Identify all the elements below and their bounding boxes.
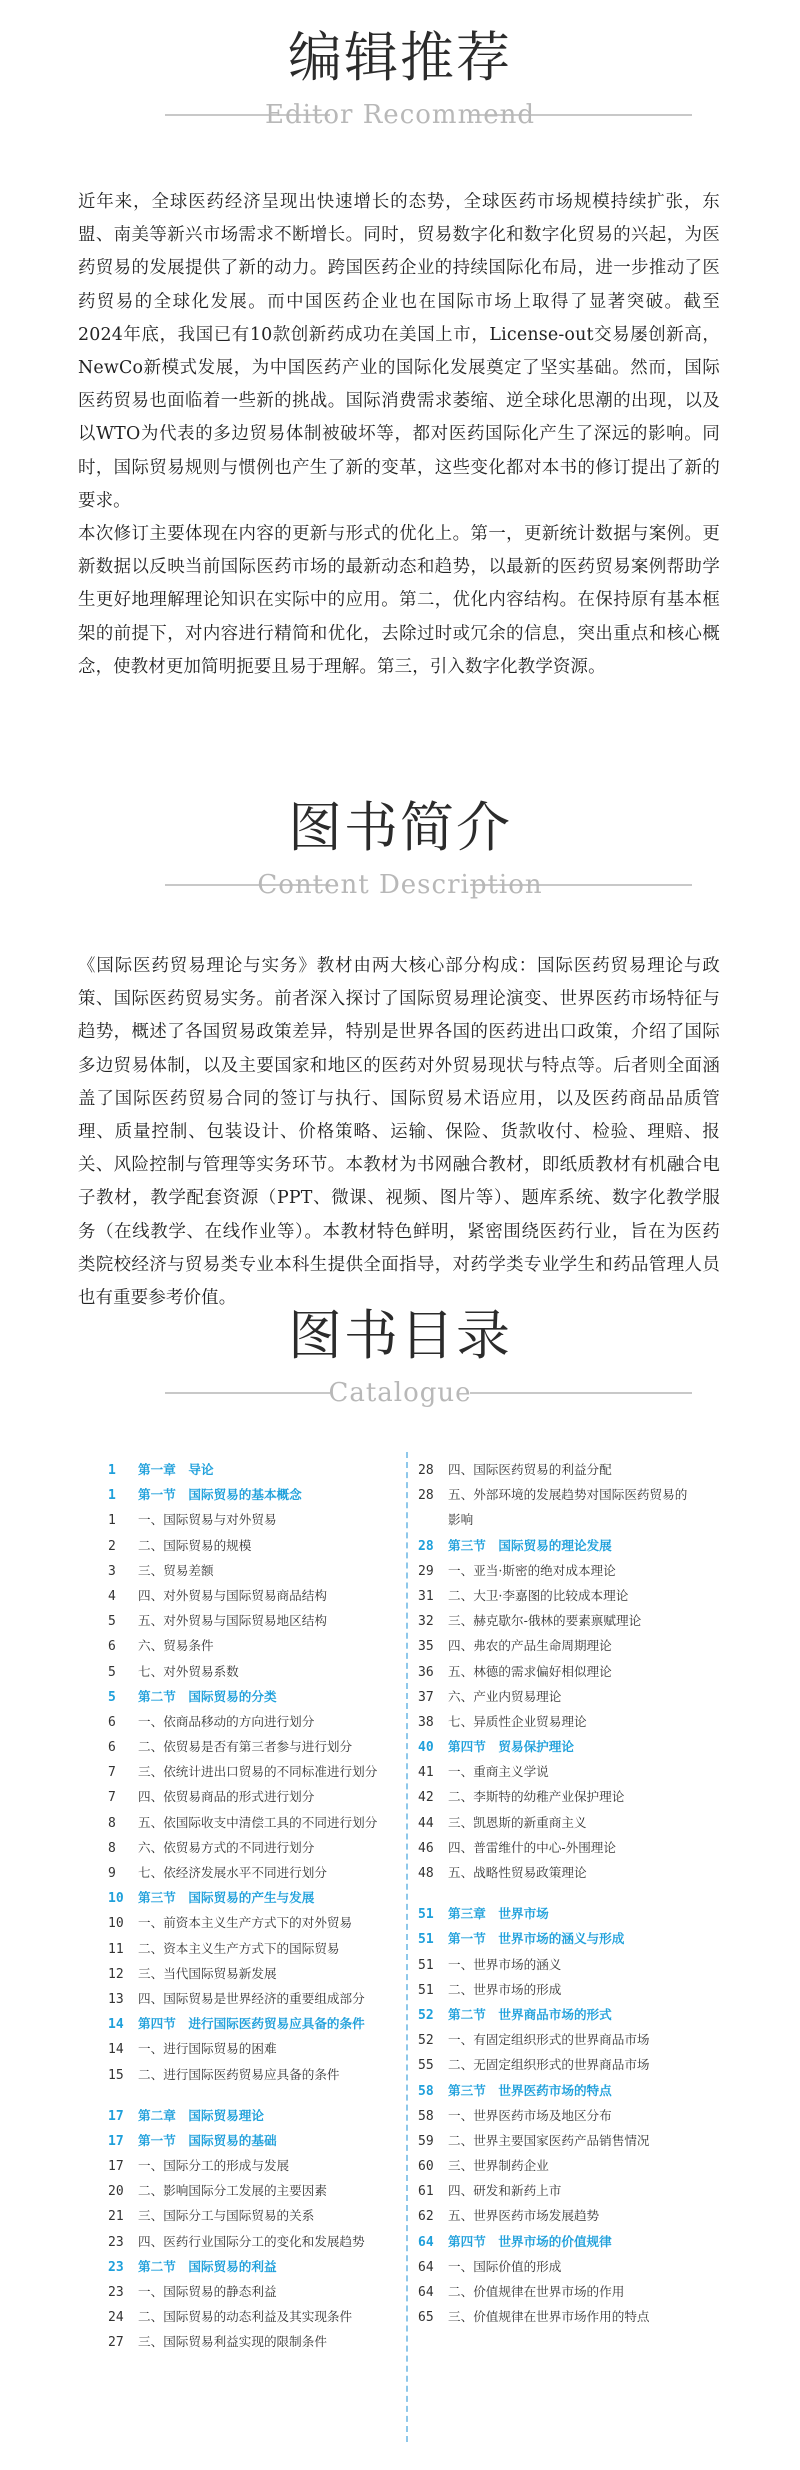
- toc-page-number: 37: [418, 1689, 434, 1705]
- toc-entry-text: 三、价值规律在世界市场作用的特点: [448, 2309, 650, 2325]
- toc-left-column: [108, 1457, 428, 2355]
- toc-page-number: 10: [108, 1916, 124, 1932]
- toc-entry: [108, 2279, 428, 2304]
- toc-entry-text: 七、依经济发展水平不同进行划分: [138, 1865, 327, 1880]
- toc-entry-text: 五、外部环境的发展趋势对国际医药贸易的: [448, 1487, 688, 1503]
- toc-page-number: 65: [418, 2310, 434, 2326]
- toc-entry: [418, 2153, 738, 2178]
- toc-page-number: 29: [418, 1563, 434, 1579]
- toc-page-number: 17: [108, 2133, 124, 2149]
- toc-entry-text: 三、国际分工与国际贸易的关系: [138, 2208, 315, 2224]
- toc-page-number: 8: [108, 1840, 116, 1856]
- toc-entry-text: 二、世界主要国家医药产品销售情况: [448, 2132, 650, 2148]
- toc-page-number: 58: [418, 2083, 434, 2099]
- toc-entry-text: 第三节 国际贸易的理论发展: [448, 1537, 612, 1553]
- toc-entry: [108, 1709, 428, 1734]
- toc-page-number: 21: [108, 2209, 124, 2225]
- toc-page-number: 8: [108, 1815, 116, 1831]
- toc-entry-text: 三、贸易差额: [138, 1562, 214, 1578]
- toc-spacer: [418, 1885, 738, 1901]
- toc-entry-text: 影响: [448, 1512, 474, 1528]
- toc-entry: [108, 1558, 428, 1583]
- toc-entry-text: 第一节 世界市场的涵义与形成: [448, 1931, 625, 1947]
- toc-entry-text: 四、研发和新药上市: [448, 2183, 562, 2199]
- toc-entry-text: 四、国际贸易是世界经济的重要组成部分: [138, 1990, 365, 2006]
- toc-entry: [418, 1835, 738, 1860]
- toc-chapter: [418, 1901, 738, 1926]
- toc-entry: [418, 1659, 738, 1684]
- toc-entry-text: 四、国际医药贸易的利益分配: [448, 1462, 612, 1477]
- toc-entry-text: 四、普雷维什的中心-外围理论: [448, 1839, 616, 1855]
- toc-entry-text: 一、世界市场的涵义: [448, 1956, 562, 1972]
- toc-page-number: 28: [418, 1463, 434, 1478]
- toc-section: [418, 2002, 738, 2027]
- toc-page-number: 64: [418, 2259, 434, 2275]
- toc-entry-text: 第一章 导论: [138, 1462, 214, 1477]
- toc-entry: [108, 1633, 428, 1658]
- toc-section: [418, 2078, 738, 2103]
- toc-entry-text: 一、前资本主义生产方式下的对外贸易: [138, 1915, 353, 1931]
- toc-entry: [108, 1910, 428, 1935]
- toc-entry: [108, 2203, 428, 2228]
- toc-page-number: 41: [418, 1765, 434, 1781]
- toc-entry: [418, 2128, 738, 2153]
- editor-paragraph-2: 本次修订主要体现在内容的更新与形式的优化上。第一，更新统计数据与案例。更新数据以反映当前国际医药市场的最新动态和趋势，以最新的医药贸易案例帮助学生更好地理解理论知识在实际中的应用。第二，优化内容结构。在保持原有基本框架的前提下，对内容进行精简和优化，去除过时或冗余的信息，突出重点和核心概念，使教材更加简明扼要且易于理解。第三，引入数字化教学资源。: [78, 524, 720, 677]
- toc-entry-text: 三、世界制药企业: [448, 2158, 549, 2174]
- toc-section: [108, 1885, 428, 1910]
- toc-page-number: 7: [108, 1790, 116, 1806]
- toc-page-number: 46: [418, 1840, 434, 1856]
- toc-entry-text: 四、医药行业国际分工的变化和发展趋势: [138, 2233, 365, 2249]
- toc-page-number: 6: [108, 1714, 116, 1730]
- toc-entry-text: 二、无固定组织形式的世界商品市场: [448, 2057, 650, 2073]
- toc-entry-text: 第四节 世界市场的价值规律: [448, 2233, 612, 2249]
- toc-entry-text: 一、重商主义学说: [448, 1764, 549, 1780]
- toc-page-number: 28: [418, 1488, 434, 1504]
- toc-page-number: 51: [418, 1907, 434, 1923]
- toc-entry-text: 四、弗农的产品生命周期理论: [448, 1638, 612, 1654]
- toc-entry-text: 七、对外贸易系数: [138, 1663, 239, 1679]
- toc-entry: [108, 1507, 428, 1532]
- toc-entry: [108, 1810, 428, 1835]
- toc-page-number: 38: [418, 1714, 434, 1730]
- toc-entry-text: 第四节 贸易保护理论: [448, 1739, 574, 1755]
- toc-entry-text: 第一节 国际贸易的基础: [138, 2132, 277, 2148]
- toc-section: [108, 1482, 428, 1507]
- editor-section-header: [0, 22, 800, 152]
- toc-entry-text: 五、林德的需求偏好相似理论: [448, 1663, 612, 1679]
- toc-page-number: 64: [418, 2285, 434, 2300]
- catalogue-title: 图书目录: [288, 1304, 512, 1367]
- toc-section: [108, 2128, 428, 2153]
- toc-entry-text: 第三节 国际贸易的产生与发展: [138, 1890, 315, 1906]
- toc-entry: [418, 2279, 738, 2304]
- toc-entry: [418, 2304, 738, 2329]
- toc-page-number: 42: [418, 1790, 434, 1806]
- toc-entry: [108, 1835, 428, 1860]
- toc-page-number: 15: [108, 2067, 124, 2083]
- toc-entry-text: 五、对外贸易与国际贸易地区结构: [138, 1613, 327, 1629]
- toc-entry-text: 一、国际贸易与对外贸易: [138, 1512, 277, 1528]
- toc-spacer: [108, 2087, 428, 2103]
- toc-entry: [108, 1860, 428, 1885]
- toc-page-number: 36: [418, 1664, 434, 1680]
- toc-entry-text: 第四节 进行国际医药贸易应具备的条件: [138, 2016, 365, 2032]
- toc-entry-text: 二、资本主义生产方式下的国际贸易: [138, 1940, 340, 1956]
- toc-page-number: 44: [418, 1815, 434, 1831]
- toc-entry-text: 二、影响国际分工发展的主要因素: [138, 2183, 327, 2199]
- toc-section: [418, 1926, 738, 1951]
- toc-entry: [108, 2153, 428, 2178]
- toc-page-number: 58: [418, 2108, 434, 2124]
- toc-entry-text: 二、李斯特的幼稚产业保护理论: [448, 1789, 625, 1805]
- toc-page-number: 52: [418, 2007, 434, 2023]
- toc-entry-text: 二、世界市场的形成: [448, 1981, 562, 1997]
- toc-entry-text: 一、国际价值的形成: [448, 2258, 562, 2274]
- toc-page-number: 51: [418, 1957, 434, 1973]
- toc-entry-text: 第二节 国际贸易的分类: [138, 1688, 277, 1704]
- toc-entry: [108, 1986, 428, 2011]
- toc-chapter: [108, 1457, 428, 1482]
- toc-page-number: 10: [108, 1891, 124, 1907]
- toc-page-number: 28: [418, 1538, 434, 1554]
- toc-right-column: [418, 1457, 738, 2329]
- toc-page-number: 14: [108, 2017, 124, 2033]
- toc-entry: [418, 1952, 738, 1977]
- toc-entry-text: 三、凯恩斯的新重商主义: [448, 1814, 587, 1830]
- toc-entry-text: 一、国际分工的形成与发展: [138, 2158, 290, 2174]
- toc-entry: [418, 1810, 738, 1835]
- toc-entry-text: 一、进行国际贸易的困难: [138, 2041, 277, 2057]
- toc-page-number: 5: [108, 1614, 116, 1630]
- toc-page-number: 13: [108, 1991, 124, 2007]
- toc-entry-text: 七、异质性企业贸易理论: [448, 1713, 587, 1729]
- toc-page-number: 14: [108, 2042, 124, 2058]
- toc-page-number: 62: [418, 2209, 434, 2225]
- toc-page-number: 35: [418, 1639, 434, 1655]
- intro-title: 图书简介: [288, 796, 512, 859]
- toc-entry-text: 三、当代国际贸易新发展: [138, 1965, 277, 1981]
- toc-page-number: 48: [418, 1866, 434, 1881]
- toc-entry-text: 二、价值规律在世界市场的作用: [448, 2284, 625, 2299]
- toc-page-number: 64: [418, 2234, 434, 2250]
- toc-entry: [108, 1961, 428, 1986]
- toc-entry: [108, 1659, 428, 1684]
- toc-entry-text: 二、国际贸易的动态利益及其实现条件: [138, 2309, 353, 2325]
- toc-entry-text: 一、有固定组织形式的世界商品市场: [448, 2032, 650, 2048]
- toc-entry-text: 第三节 世界医药市场的特点: [448, 2082, 612, 2098]
- editor-title: 编辑推荐: [288, 26, 512, 89]
- toc-entry: [418, 1608, 738, 1633]
- toc-section: [108, 2011, 428, 2036]
- toc-page-number: 3: [108, 1563, 116, 1579]
- toc-entry-text: 二、进行国际医药贸易应具备的条件: [138, 2066, 340, 2082]
- toc-entry-text: 四、依贸易商品的形式进行划分: [138, 1789, 315, 1805]
- toc-section: [418, 2229, 738, 2254]
- toc-section: [108, 2254, 428, 2279]
- toc-entry-text: 四、对外贸易与国际贸易商品结构: [138, 1587, 327, 1603]
- toc-entry-text: 第三章 世界市场: [448, 1906, 549, 1922]
- catalogue-subtitle: Catalogue: [328, 1378, 472, 1408]
- toc-entry: [418, 2052, 738, 2077]
- toc-entry-text: 第二节 国际贸易的利益: [138, 2258, 277, 2274]
- toc-page-number: 52: [418, 2033, 434, 2049]
- toc-entry-text: 第一节 国际贸易的基本概念: [138, 1487, 302, 1503]
- toc-entry: [418, 1482, 738, 1507]
- toc-entry: [418, 2203, 738, 2228]
- toc-page-number: 32: [418, 1614, 434, 1630]
- toc-page-number: 17: [108, 2108, 124, 2124]
- toc-page-number: 5: [108, 1689, 116, 1705]
- toc-entry: [108, 2229, 428, 2254]
- toc-section: [108, 1684, 428, 1709]
- toc-page-number: 51: [418, 1982, 434, 1998]
- toc-entry-text: 三、依统计进出口贸易的不同标准进行划分: [138, 1764, 378, 1780]
- toc-entry-text: 第二章 国际贸易理论: [138, 2107, 264, 2123]
- toc-page-number: 6: [108, 1639, 116, 1655]
- toc-entry: [108, 1936, 428, 1961]
- toc-entry-text: 一、依商品移动的方向进行划分: [138, 1713, 315, 1729]
- toc-entry-text: 六、依贸易方式的不同进行划分: [138, 1839, 315, 1855]
- toc-page-number: 2: [108, 1538, 116, 1554]
- editor-subtitle: Editor Recommend: [265, 100, 535, 130]
- toc-entry: [418, 1684, 738, 1709]
- toc-page-number: 6: [108, 1740, 116, 1756]
- toc-page-number: 4: [108, 1588, 116, 1604]
- toc-chapter: [108, 2103, 428, 2128]
- toc-entry: [108, 2178, 428, 2203]
- toc-entry: [108, 1608, 428, 1633]
- toc-entry: [418, 2103, 738, 2128]
- toc-page-number: 1: [108, 1463, 116, 1478]
- toc-entry-text: 一、世界医药市场及地区分布: [448, 2107, 612, 2123]
- intro-subtitle: Content Description: [257, 870, 543, 900]
- toc-page-number: 1: [108, 1513, 116, 1529]
- toc-entry: [418, 1457, 738, 1482]
- intro-body: [78, 950, 720, 1315]
- toc-entry: [418, 2254, 738, 2279]
- catalogue-section-header: [0, 1300, 800, 1430]
- toc-entry: [418, 1583, 738, 1608]
- toc-entry: [108, 1734, 428, 1759]
- toc-entry: [108, 2036, 428, 2061]
- toc-page-number: 7: [108, 1765, 116, 1781]
- toc-page-number: 27: [108, 2335, 124, 2351]
- toc-entry-text: 五、战略性贸易政策理论: [448, 1865, 587, 1880]
- toc-page-number: 55: [418, 2058, 434, 2074]
- toc-entry-text: 三、赫克歇尔-俄林的要素禀赋理论: [448, 1613, 642, 1629]
- toc-entry-text: 五、依国际收支中清偿工具的不同进行划分: [138, 1814, 378, 1830]
- toc-page-number: 9: [108, 1866, 116, 1881]
- toc-section: [418, 1734, 738, 1759]
- toc-entry: [108, 1583, 428, 1608]
- toc-entry: [418, 1977, 738, 2002]
- toc-page-number: 60: [418, 2159, 434, 2175]
- toc-section: [418, 1533, 738, 1558]
- toc-entry: [108, 2304, 428, 2329]
- toc-page-number: 20: [108, 2184, 124, 2200]
- toc-page-number: 23: [108, 2259, 124, 2275]
- toc-page-number: 31: [418, 1588, 434, 1604]
- toc-entry: [108, 1759, 428, 1784]
- toc-entry: [108, 1533, 428, 1558]
- toc-entry-text: 六、贸易条件: [138, 1638, 214, 1654]
- intro-paragraph: 《国际医药贸易理论与实务》教材由两大核心部分构成：国际医药贸易理论与政策、国际医药贸易实务。前者深入探讨了国际贸易理论演变、世界医药市场特征与趋势，概述了各国贸易政策差异，特别是世界各国的医药进出口政策，介绍了国际多边贸易体制，以及主要国家和地区的医药对外贸易现状与特点等。后者则全面涵盖了国际医药贸易合同的签订与执行、国际贸易术语应用，以及医药商品品质管理、质量控制、包装设计、价格策略、运输、保险、货款收付、检验、理赔、报关、风险控制与管理等实务环节。本教材为书网融合教材，即纸质教材有机融合电子教材，教学配套资源（PPT、微课、视频、图片等）、题库系统、数字化教学服务（在线教学、在线作业等）。本教材特色鲜明，紧密围绕医药行业，旨在为医药类院校经济与贸易类专业本科生提供全面指导，对药学类专业学生和药品管理人员也有重要参考价值。: [78, 956, 720, 1309]
- toc-page-number: 1: [108, 1488, 116, 1504]
- toc-entry: [418, 1784, 738, 1809]
- toc-entry: [418, 1507, 738, 1532]
- toc-page-number: 11: [108, 1941, 124, 1957]
- toc-entry-text: 二、大卫·李嘉图的比较成本理论: [448, 1587, 629, 1603]
- toc-entry-text: 三、国际贸易利益实现的限制条件: [138, 2334, 327, 2350]
- toc-page-number: 51: [418, 1932, 434, 1948]
- toc-page-number: 5: [108, 1664, 116, 1680]
- intro-section-header: [0, 792, 800, 922]
- toc-page-number: 59: [418, 2133, 434, 2149]
- toc-entry: [108, 2329, 428, 2354]
- toc-entry-text: 一、国际贸易的静态利益: [138, 2284, 277, 2299]
- toc-page-number: 12: [108, 1966, 124, 1982]
- toc-entry-text: 六、产业内贸易理论: [448, 1688, 562, 1704]
- toc-entry: [418, 2178, 738, 2203]
- toc-page-number: 61: [418, 2184, 434, 2200]
- toc-page-number: 23: [108, 2234, 124, 2250]
- toc-entry-text: 二、依贸易是否有第三者参与进行划分: [138, 1739, 353, 1755]
- toc-entry: [418, 1633, 738, 1658]
- toc-entry-text: 二、国际贸易的规模: [138, 1537, 252, 1553]
- toc-entry: [108, 1784, 428, 1809]
- editor-paragraph-1: 近年来，全球医药经济呈现出快速增长的态势，全球医药市场规模持续扩张，东盟、南美等新兴市场需求不断增长。同时，贸易数字化和数字化贸易的兴起，为医药贸易的发展提供了新的动力。跨国医药企业的持续国际化布局，进一步推动了医药贸易的全球化发展。而中国医药企业也在国际市场上取得了显著突破。截至2024年底，我国已有10款创新药成功在美国上市，License-out交易屡创新高，NewCo新模式发展，为中国医药产业的国际化发展奠定了坚实基础。然而，国际医药贸易也面临着一些新的挑战。国际消费需求萎缩、逆全球化思潮的出现，以及以WTO为代表的多边贸易体制被破坏等，都对医药国际化产生了深远的影响。同时，国际贸易规则与惯例也产生了新的变革，这些变化都对本书的修订提出了新的要求。: [78, 192, 720, 511]
- toc-entry: [418, 1558, 738, 1583]
- toc-entry: [418, 1759, 738, 1784]
- toc-page-number: 23: [108, 2285, 124, 2300]
- toc-entry-text: 五、世界医药市场发展趋势: [448, 2208, 600, 2224]
- editor-body: [78, 186, 720, 684]
- toc-page-number: 24: [108, 2310, 124, 2326]
- toc-entry-text: 一、亚当·斯密的绝对成本理论: [448, 1562, 616, 1578]
- toc-entry: [418, 1860, 738, 1885]
- toc-entry: [418, 1709, 738, 1734]
- toc-page-number: 40: [418, 1740, 434, 1756]
- toc-entry: [418, 2027, 738, 2052]
- toc-entry-text: 第二节 世界商品市场的形式: [448, 2006, 612, 2022]
- toc-entry: [108, 2062, 428, 2087]
- toc-page-number: 17: [108, 2159, 124, 2175]
